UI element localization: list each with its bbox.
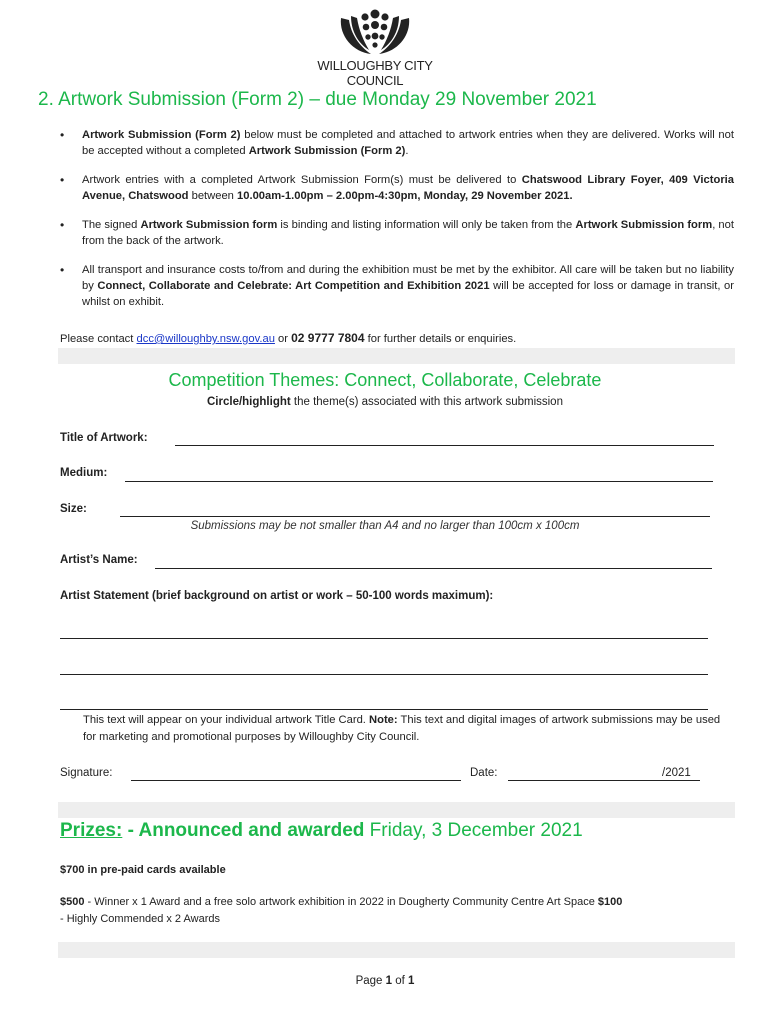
themes-title: Competition Themes: Connect, Collaborate, Celebrate [168, 370, 602, 390]
footer-prefix: Page [355, 975, 386, 987]
willoughby-flower-logo-icon [335, 8, 415, 56]
bullet-text: 10.00am-1.00pm – 2.00pm-4:30pm, Monday, 29 November 2021. [237, 190, 573, 202]
size-label: Size: [60, 503, 87, 515]
caption-text-2: This text and digital images of artwork submissions may be used for marketing and promotional purposes by Willoughby City Council. [83, 714, 721, 743]
artist-statement-label: Artist Statement (brief background on artist or work – 50-100 words maximum): [60, 590, 494, 602]
prizes-heading: Prizes: [60, 820, 123, 841]
contact-or: or [274, 333, 292, 345]
page-footer [0, 975, 770, 987]
artist-statement-line-1[interactable] [60, 638, 708, 639]
bullet-text: Artwork Submission form [140, 219, 278, 231]
title-of-artwork-field[interactable] [175, 445, 714, 446]
bullet-text: . [405, 145, 409, 157]
bullet-text: Chatswood Library Foyer, 409 Victoria Avenue, Chatswood [82, 174, 735, 202]
prizes-title [60, 820, 583, 842]
bullet-text: , not from the back of the artwork. [82, 219, 734, 247]
artist-statement-line-3[interactable] [60, 709, 708, 710]
title-card-caption [83, 712, 723, 746]
date-field[interactable] [508, 780, 700, 781]
bullet-text: Artwork entries with a completed Artwork Submission Form(s) must be delivered to [82, 174, 522, 186]
date-year: /2021 [662, 767, 691, 779]
footer-page: 1 [385, 975, 393, 987]
bullet-item [60, 262, 734, 310]
medium-label: Medium: [60, 467, 108, 479]
contact-prefix: Please contact [60, 333, 137, 345]
signature-label: Signature: [60, 767, 113, 779]
contact-phone: 02 9777 7804 [291, 331, 365, 345]
contact-suffix: for further details or enquiries. [364, 333, 517, 345]
artist-name-field[interactable] [155, 568, 712, 569]
caption-note: Note: [369, 714, 398, 726]
prizes-announced: - Announced and awarded [122, 820, 365, 841]
prize-amount-500: $500 [60, 896, 85, 908]
themes-instruction [0, 396, 770, 408]
bullet-text: All transport and insurance costs to/from and during the exhibition must be met by the exhibitor. All care will be taken but no liability by [82, 264, 734, 292]
title-of-artwork-label: Title of Artwork: [60, 432, 148, 444]
contact-email-link[interactable]: dcc@willoughby.nsw.gov.au [136, 333, 275, 345]
bullet-text: Artwork Submission (Form 2) [82, 129, 241, 141]
submission-bullet-list [60, 127, 734, 323]
prize-details [60, 894, 736, 928]
prize-winner-text: - Winner x 1 Award and a free solo artwork exhibition in 2022 in Dougherty Community Centre Art Space [84, 896, 598, 908]
signature-field[interactable] [131, 780, 461, 781]
council-logo [290, 8, 460, 88]
bullet-text: is binding and listing information will only be taken from the [277, 219, 576, 231]
medium-field[interactable] [125, 481, 713, 482]
size-note: Submissions may be not smaller than A4 and no larger than 100cm x 100cm [190, 520, 580, 532]
bullet-text: will be accepted for loss or damage in transit, or whilst on exhibit. [82, 280, 734, 308]
bullet-text: below must be completed and attached to artwork entries when they are delivered. Works will not be accepted without a completed [82, 129, 734, 157]
prize-cards: $700 in pre-paid cards available [60, 864, 226, 876]
prize-amount-100: $100 [597, 896, 623, 908]
prize-highly-commended-text: - Highly Commended x 2 Awards [60, 913, 220, 925]
bullet-text: Artwork Submission (Form 2) [248, 145, 406, 157]
prizes-date: Friday, 3 December 2021 [364, 820, 583, 841]
themes-instruction-bold: Circle/highlight [207, 396, 291, 408]
bullet-text: The signed [82, 219, 141, 231]
caption-text-1: This text will appear on your individual artwork Title Card. [83, 714, 370, 726]
divider-band [58, 348, 735, 364]
council-name: WILLOUGHBY CITY COUNCIL [317, 58, 433, 88]
bullet-text: between [188, 190, 238, 202]
themes-instruction-rest: the theme(s) associated with this artwork submission [290, 396, 563, 408]
contact-line [60, 331, 516, 345]
date-label: Date: [470, 767, 498, 779]
bullet-item [60, 172, 734, 204]
bullet-item [60, 217, 734, 249]
footer-of: of [392, 975, 409, 987]
divider-band-3 [58, 942, 735, 958]
divider-band-2 [58, 802, 735, 818]
bullet-text: Connect, Collaborate and Celebrate: Art Competition and Exhibition 2021 [97, 280, 490, 292]
artist-name-label: Artist’s Name: [60, 554, 138, 566]
size-field[interactable] [120, 516, 710, 517]
bullet-text: Artwork Submission form [575, 219, 713, 231]
footer-total: 1 [408, 975, 415, 987]
artist-statement-line-2[interactable] [60, 674, 708, 675]
section-title: 2. Artwork Submission (Form 2) – due Monday 29 November 2021 [38, 89, 597, 110]
bullet-item [60, 127, 734, 159]
